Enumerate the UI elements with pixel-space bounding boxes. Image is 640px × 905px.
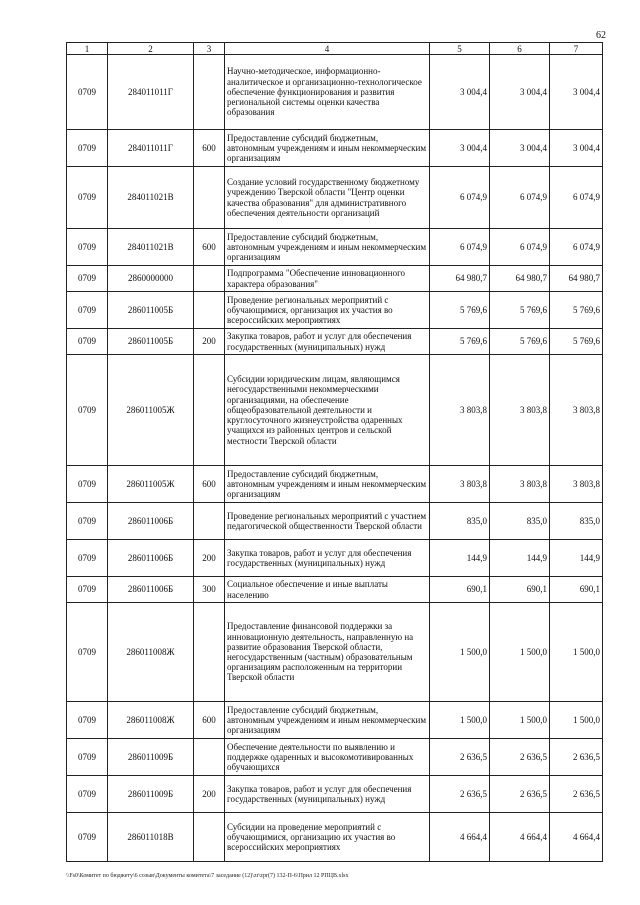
target-code-cell: 286011005Б [108,292,194,329]
target-code-cell: 286011006Б [108,540,194,577]
budget-table [66,42,603,862]
amount-col5-cell: 2 636,5 [430,776,490,813]
section-cell: 0709 [67,466,108,503]
amount-col6-cell: 3 803,8 [490,355,550,466]
page-number: 62 [596,30,606,41]
expense-type-cell: 200 [194,329,225,355]
name-cell: Предоставление субсидий бюджетным, автономным учреждениям и иным некоммерческим организациям [225,130,430,167]
expense-type-cell: 300 [194,577,225,603]
header-cell: 7 [550,43,603,55]
table-row [67,813,603,862]
name-cell: Обеспечение деятельности по выявлению и поддержке одаренных и высокомотивированных обучающихся [225,739,430,776]
amount-col6-cell: 3 004,4 [490,55,550,130]
expense-type-cell [194,603,225,702]
amount-col6-cell: 6 074,9 [490,167,550,229]
target-code-cell: 286011008Ж [108,603,194,702]
amount-col6-cell: 2 636,5 [490,776,550,813]
name-cell: Закупка товаров, работ и услуг для обеспечения государственных (муниципальных) нужд [225,540,430,577]
table-row [67,702,603,739]
header-cell: 6 [490,43,550,55]
amount-col5-cell: 4 664,4 [430,813,490,862]
target-code-cell: 286011006Б [108,577,194,603]
table-row [67,503,603,540]
table-row [67,229,603,266]
table-row [67,776,603,813]
amount-col7-cell: 3 004,4 [550,130,603,167]
target-code-cell: 286011009Б [108,776,194,813]
amount-col5-cell: 5 769,6 [430,292,490,329]
name-cell: Закупка товаров, работ и услуг для обеспечения государственных (муниципальных) нужд [225,776,430,813]
target-code-cell: 284011011Г [108,130,194,167]
amount-col7-cell: 4 664,4 [550,813,603,862]
expense-type-cell [194,739,225,776]
name-cell: Подпрограмма "Обеспечение инновационного характера образования" [225,266,430,292]
section-cell: 0709 [67,130,108,167]
file-path-footer: \\Fs0\Комитет по бюджету\6 созыв\Документы комитета\7 заседание (12)\zr\zpr(7) 132-П-6\Прил 12 РПЦВ.xlsx [66,873,349,879]
amount-col5-cell: 1 500,0 [430,603,490,702]
amount-col7-cell: 5 769,6 [550,292,603,329]
target-code-cell: 286011009Б [108,739,194,776]
name-cell: Субсидии на проведение мероприятий с обучающимися, организацию их участия во всероссийских мероприятиях [225,813,430,862]
name-cell: Проведение региональных мероприятий с обучающимися, организация их участия во всероссийских мероприятиях [225,292,430,329]
name-cell: Предоставление финансовой поддержки за инновационную деятельность, направленную на развитие образования Тверской области, негосударственным (частным) образовательным организациям расположенным на территории Тверской области [225,603,430,702]
target-code-cell: 286011006Б [108,503,194,540]
target-code-cell: 286011018В [108,813,194,862]
amount-col7-cell: 1 500,0 [550,603,603,702]
amount-col7-cell: 6 074,9 [550,167,603,229]
amount-col7-cell: 3 803,8 [550,466,603,503]
section-cell: 0709 [67,355,108,466]
expense-type-cell: 600 [194,466,225,503]
amount-col7-cell: 1 500,0 [550,702,603,739]
amount-col6-cell: 4 664,4 [490,813,550,862]
name-cell: Проведение региональных мероприятий с участием педагогической общественности Тверской области [225,503,430,540]
target-code-cell: 284011021В [108,167,194,229]
expense-type-cell: 600 [194,702,225,739]
amount-col6-cell: 64 980,7 [490,266,550,292]
expense-type-cell: 200 [194,540,225,577]
amount-col5-cell: 1 500,0 [430,702,490,739]
target-code-cell: 284011021В [108,229,194,266]
table-row [67,130,603,167]
header-row [67,43,603,55]
expense-type-cell [194,503,225,540]
amount-col7-cell: 2 636,5 [550,776,603,813]
target-code-cell: 286011008Ж [108,702,194,739]
name-cell: Предоставление субсидий бюджетным, автономным учреждениям и иным некоммерческим организациям [225,702,430,739]
amount-col6-cell: 690,1 [490,577,550,603]
header-cell: 1 [67,43,108,55]
amount-col6-cell: 5 769,6 [490,329,550,355]
table-row [67,266,603,292]
amount-col5-cell: 3 803,8 [430,355,490,466]
header-cell: 4 [225,43,430,55]
expense-type-cell [194,55,225,130]
amount-col6-cell: 6 074,9 [490,229,550,266]
section-cell: 0709 [67,55,108,130]
amount-col5-cell: 835,0 [430,503,490,540]
target-code-cell: 2860000000 [108,266,194,292]
expense-type-cell [194,813,225,862]
amount-col5-cell: 3 803,8 [430,466,490,503]
expense-type-cell [194,292,225,329]
amount-col7-cell: 3 004,4 [550,55,603,130]
table-row [67,540,603,577]
header-cell: 3 [194,43,225,55]
amount-col6-cell: 835,0 [490,503,550,540]
section-cell: 0709 [67,329,108,355]
expense-type-cell [194,266,225,292]
amount-col7-cell: 3 803,8 [550,355,603,466]
name-cell: Субсидии юридическим лицам, являющимся негосударственными некоммерческими организациями, на обеспечение общеобразовательной деятельности и круглосуточного жизнеустройства одаренных учащихся из районных центров и сельской местности Тверской области [225,355,430,466]
amount-col5-cell: 144,9 [430,540,490,577]
target-code-cell: 286011005Ж [108,466,194,503]
amount-col5-cell: 64 980,7 [430,266,490,292]
section-cell: 0709 [67,603,108,702]
section-cell: 0709 [67,702,108,739]
name-cell: Закупка товаров, работ и услуг для обеспечения государственных (муниципальных) нужд [225,329,430,355]
section-cell: 0709 [67,229,108,266]
amount-col6-cell: 3 004,4 [490,130,550,167]
amount-col6-cell: 2 636,5 [490,739,550,776]
table-row [67,739,603,776]
table-row [67,466,603,503]
target-code-cell: 284011011Г [108,55,194,130]
amount-col5-cell: 2 636,5 [430,739,490,776]
section-cell: 0709 [67,813,108,862]
target-code-cell: 286011005Б [108,329,194,355]
amount-col5-cell: 6 074,9 [430,229,490,266]
table-row [67,355,603,466]
amount-col6-cell: 5 769,6 [490,292,550,329]
section-cell: 0709 [67,739,108,776]
name-cell: Предоставление субсидий бюджетным, автономным учреждениям и иным некоммерческим организациям [225,466,430,503]
expense-type-cell: 600 [194,229,225,266]
table-row [67,577,603,603]
table-row [67,329,603,355]
amount-col6-cell: 144,9 [490,540,550,577]
expense-type-cell [194,167,225,229]
table-row [67,167,603,229]
section-cell: 0709 [67,776,108,813]
amount-col5-cell: 690,1 [430,577,490,603]
amount-col5-cell: 5 769,6 [430,329,490,355]
amount-col5-cell: 3 004,4 [430,130,490,167]
amount-col5-cell: 3 004,4 [430,55,490,130]
name-cell: Предоставление субсидий бюджетным, автономным учреждениям и иным некоммерческим организациям [225,229,430,266]
amount-col6-cell: 1 500,0 [490,702,550,739]
table-row [67,603,603,702]
header-cell: 2 [108,43,194,55]
section-cell: 0709 [67,540,108,577]
amount-col7-cell: 2 636,5 [550,739,603,776]
name-cell: Создание условий государственному бюджетному учреждению Тверской области "Центр оценки качества образования" для административного обеспечения деятельности организаций [225,167,430,229]
expense-type-cell: 600 [194,130,225,167]
section-cell: 0709 [67,167,108,229]
amount-col7-cell: 5 769,6 [550,329,603,355]
section-cell: 0709 [67,266,108,292]
section-cell: 0709 [67,292,108,329]
section-cell: 0709 [67,577,108,603]
amount-col7-cell: 144,9 [550,540,603,577]
target-code-cell: 286011005Ж [108,355,194,466]
name-cell: Социальное обеспечение и иные выплаты населению [225,577,430,603]
amount-col7-cell: 6 074,9 [550,229,603,266]
table-row [67,292,603,329]
amount-col7-cell: 835,0 [550,503,603,540]
amount-col6-cell: 1 500,0 [490,603,550,702]
amount-col7-cell: 690,1 [550,577,603,603]
table-body [67,43,603,862]
expense-type-cell: 200 [194,776,225,813]
table-row [67,55,603,130]
header-cell: 5 [430,43,490,55]
amount-col7-cell: 64 980,7 [550,266,603,292]
name-cell: Научно-методическое, информационно-аналитическое и организационно-технологическое обеспечение функционирования и развития региональной системы оценки качества образования [225,55,430,130]
amount-col6-cell: 3 803,8 [490,466,550,503]
expense-type-cell [194,355,225,466]
amount-col5-cell: 6 074,9 [430,167,490,229]
section-cell: 0709 [67,503,108,540]
